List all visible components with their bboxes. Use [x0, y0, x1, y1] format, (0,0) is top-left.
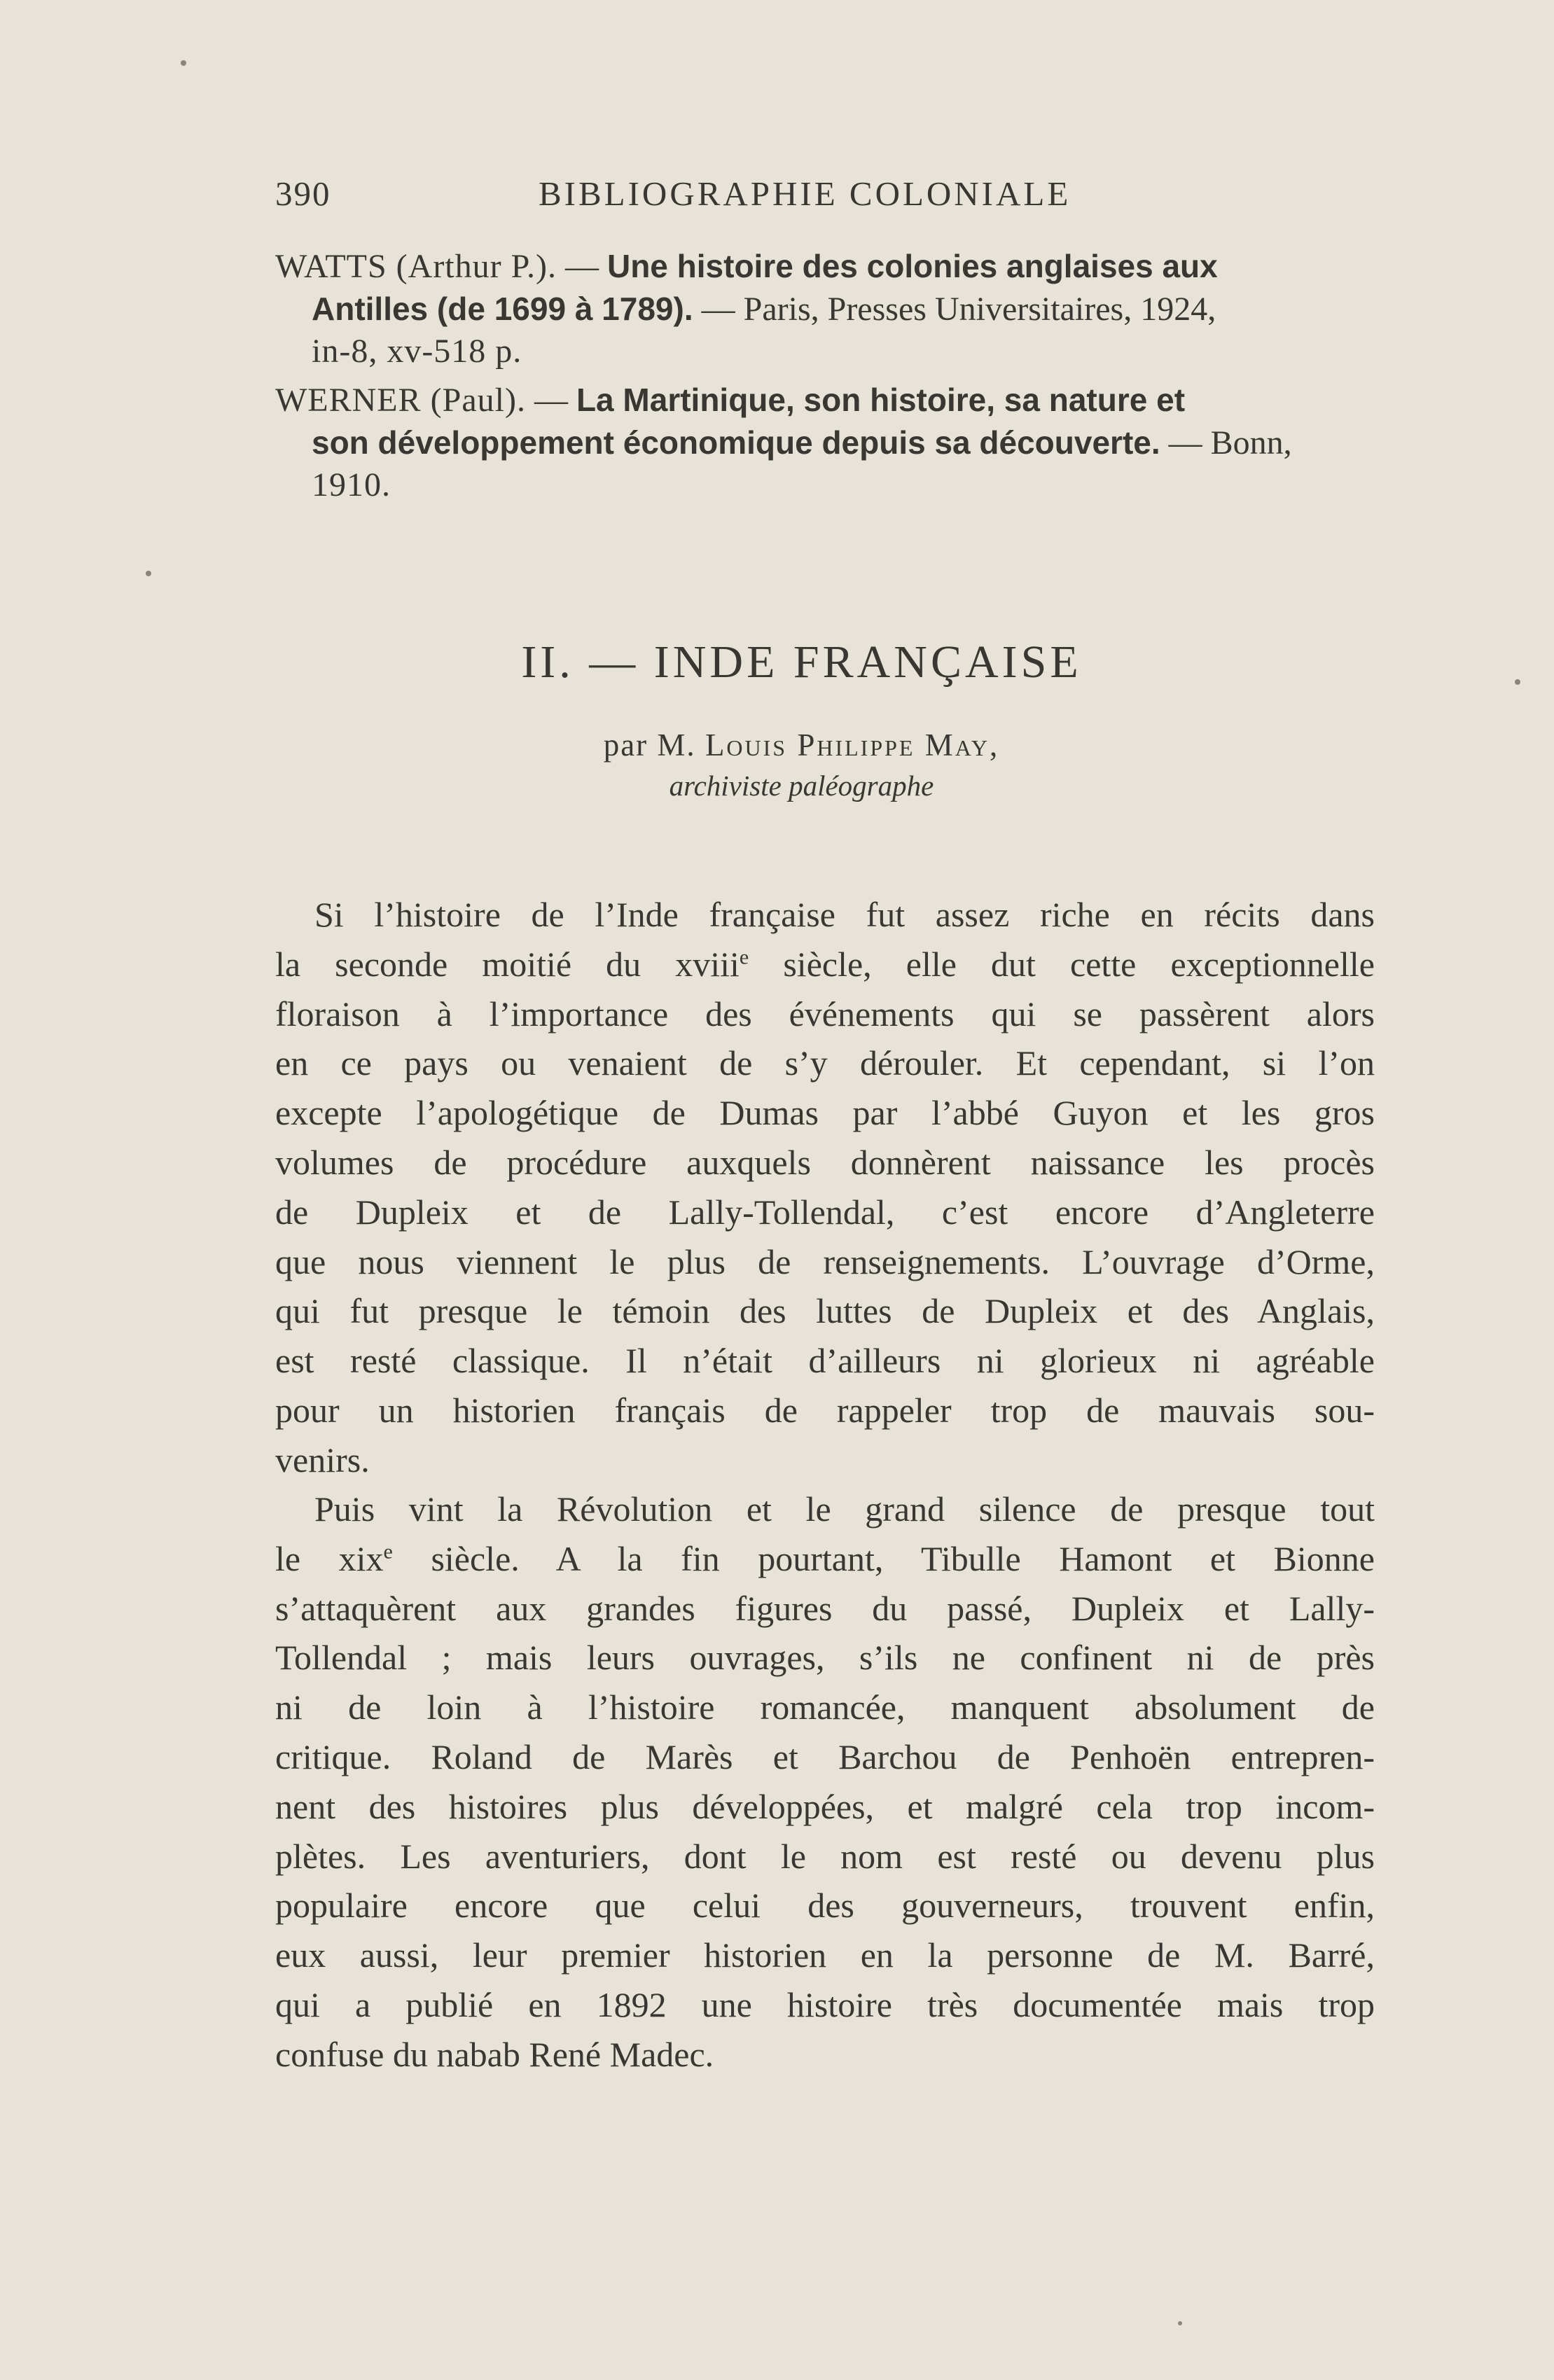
entry-publication: in-8, xv-518 p. — [312, 333, 522, 370]
text-line: excepte l’apologétique de Dumas par l’abbé Guyon et les gros — [275, 1093, 1375, 1133]
text-line: plètes. Les aventuriers, dont le nom est resté ou devenu plus — [275, 1836, 1375, 1876]
paragraph — [275, 890, 1375, 1485]
section-title: II. — INDE FRANÇAISE — [521, 636, 1082, 688]
text-line: eux aussi, leur premier historien en la personne de M. Barré, — [275, 1935, 1375, 1975]
entry-dash: — — [1160, 424, 1211, 461]
byline-prefix: par M. — [603, 728, 696, 763]
text-line: volumes de procédure auxquels donnèrent naissance les procès — [275, 1142, 1375, 1182]
entry-title: La Martinique, son histoire, sa nature et — [576, 382, 1186, 418]
paper-speck — [1515, 679, 1520, 685]
text-line: Tollendal ; mais leurs ouvrages, s’ils ne confinent ni de près — [275, 1638, 1375, 1678]
running-header — [275, 160, 1111, 223]
text-fragment: le xix — [275, 1538, 384, 1578]
running-title: BIBLIOGRAPHIE COLONIALE — [539, 174, 1071, 213]
text-line: en ce pays ou venaient de s’y dérouler. Et cependant, si l’on — [275, 1043, 1375, 1083]
text-line: floraison à l’importance des événements qui se passèrent alors — [275, 994, 1375, 1034]
text-line: confuse du nabab René Madec. — [275, 2034, 714, 2074]
entry-publication: 1910. — [312, 466, 391, 503]
entry-title: Antilles (de 1699 à 1789). — [312, 291, 693, 327]
superscript: e — [739, 945, 749, 969]
text-fragment: la seconde moitié du xviii — [275, 944, 740, 984]
text-line: ni de loin à l’histoire romancée, manquent absolument de — [275, 1687, 1375, 1727]
entry-dash: — — [556, 248, 607, 285]
text-line: Si l’histoire de l’Inde française fut assez riche en récits dans — [314, 895, 1375, 934]
entry-title: Une histoire des colonies anglaises aux — [606, 248, 1218, 284]
text-line: que nous viennent le plus de renseignements. L’ouvrage d’Orme, — [275, 1241, 1375, 1281]
author-name: Louis Philippe May, — [705, 728, 1000, 763]
entry-title: son développement économique depuis sa découverte. — [312, 424, 1160, 461]
bibliography-entry — [275, 245, 1375, 373]
paragraph — [275, 1484, 1375, 2080]
paper-speck — [1178, 2321, 1182, 2325]
text-line: populaire encore que celui des gouverneurs, trouvent enfin, — [275, 1886, 1375, 1926]
author-byline — [0, 727, 1554, 763]
text-line — [275, 940, 1375, 989]
entry-dash: — — [693, 291, 744, 328]
paper-speck — [181, 60, 186, 66]
entry-author: WATTS (Arthur P.). — [275, 248, 557, 285]
text-line: pour un historien français de rappeler trop de mauvais sou- — [275, 1390, 1375, 1430]
text-line: nent des histoires plus développées, et malgré cela trop incom- — [275, 1786, 1375, 1826]
entry-publication: Bonn, — [1210, 424, 1292, 461]
author-role: archiviste paléographe — [669, 770, 934, 802]
entry-publication: Paris, Presses Universitaires, 1924, — [743, 291, 1216, 328]
text-line: qui a publié en 1892 une histoire très documentée mais trop — [275, 1984, 1375, 2024]
bibliography-entry — [275, 379, 1375, 506]
text-line: critique. Roland de Marès et Barchou de Penhoën entrepren- — [275, 1737, 1375, 1776]
entry-author: WERNER (Paul). — [275, 382, 526, 419]
paper-speck — [146, 571, 151, 576]
superscript: e — [383, 1540, 393, 1564]
text-line — [275, 1534, 1375, 1584]
text-line: est resté classique. Il n’était d’ailleurs ni glorieux ni agréable — [275, 1341, 1375, 1381]
text-line: s’attaquèrent aux grandes figures du passé, Dupleix et Lally- — [275, 1588, 1375, 1628]
text-fragment: siècle, elle dut cette exceptionnelle — [749, 944, 1375, 984]
text-line: qui fut presque le témoin des luttes de Dupleix et des Anglais, — [275, 1291, 1375, 1331]
text-line: venirs. — [275, 1440, 370, 1480]
entry-dash: — — [525, 382, 576, 419]
text-line: Puis vint la Révolution et le grand silence de presque tout — [314, 1489, 1375, 1529]
text-line: de Dupleix et de Lally-Tollendal, c’est encore d’Angleterre — [275, 1192, 1375, 1232]
page-number: 390 — [275, 174, 331, 213]
text-fragment: siècle. A la fin pourtant, Tibulle Hamont et Bionne — [392, 1538, 1375, 1578]
